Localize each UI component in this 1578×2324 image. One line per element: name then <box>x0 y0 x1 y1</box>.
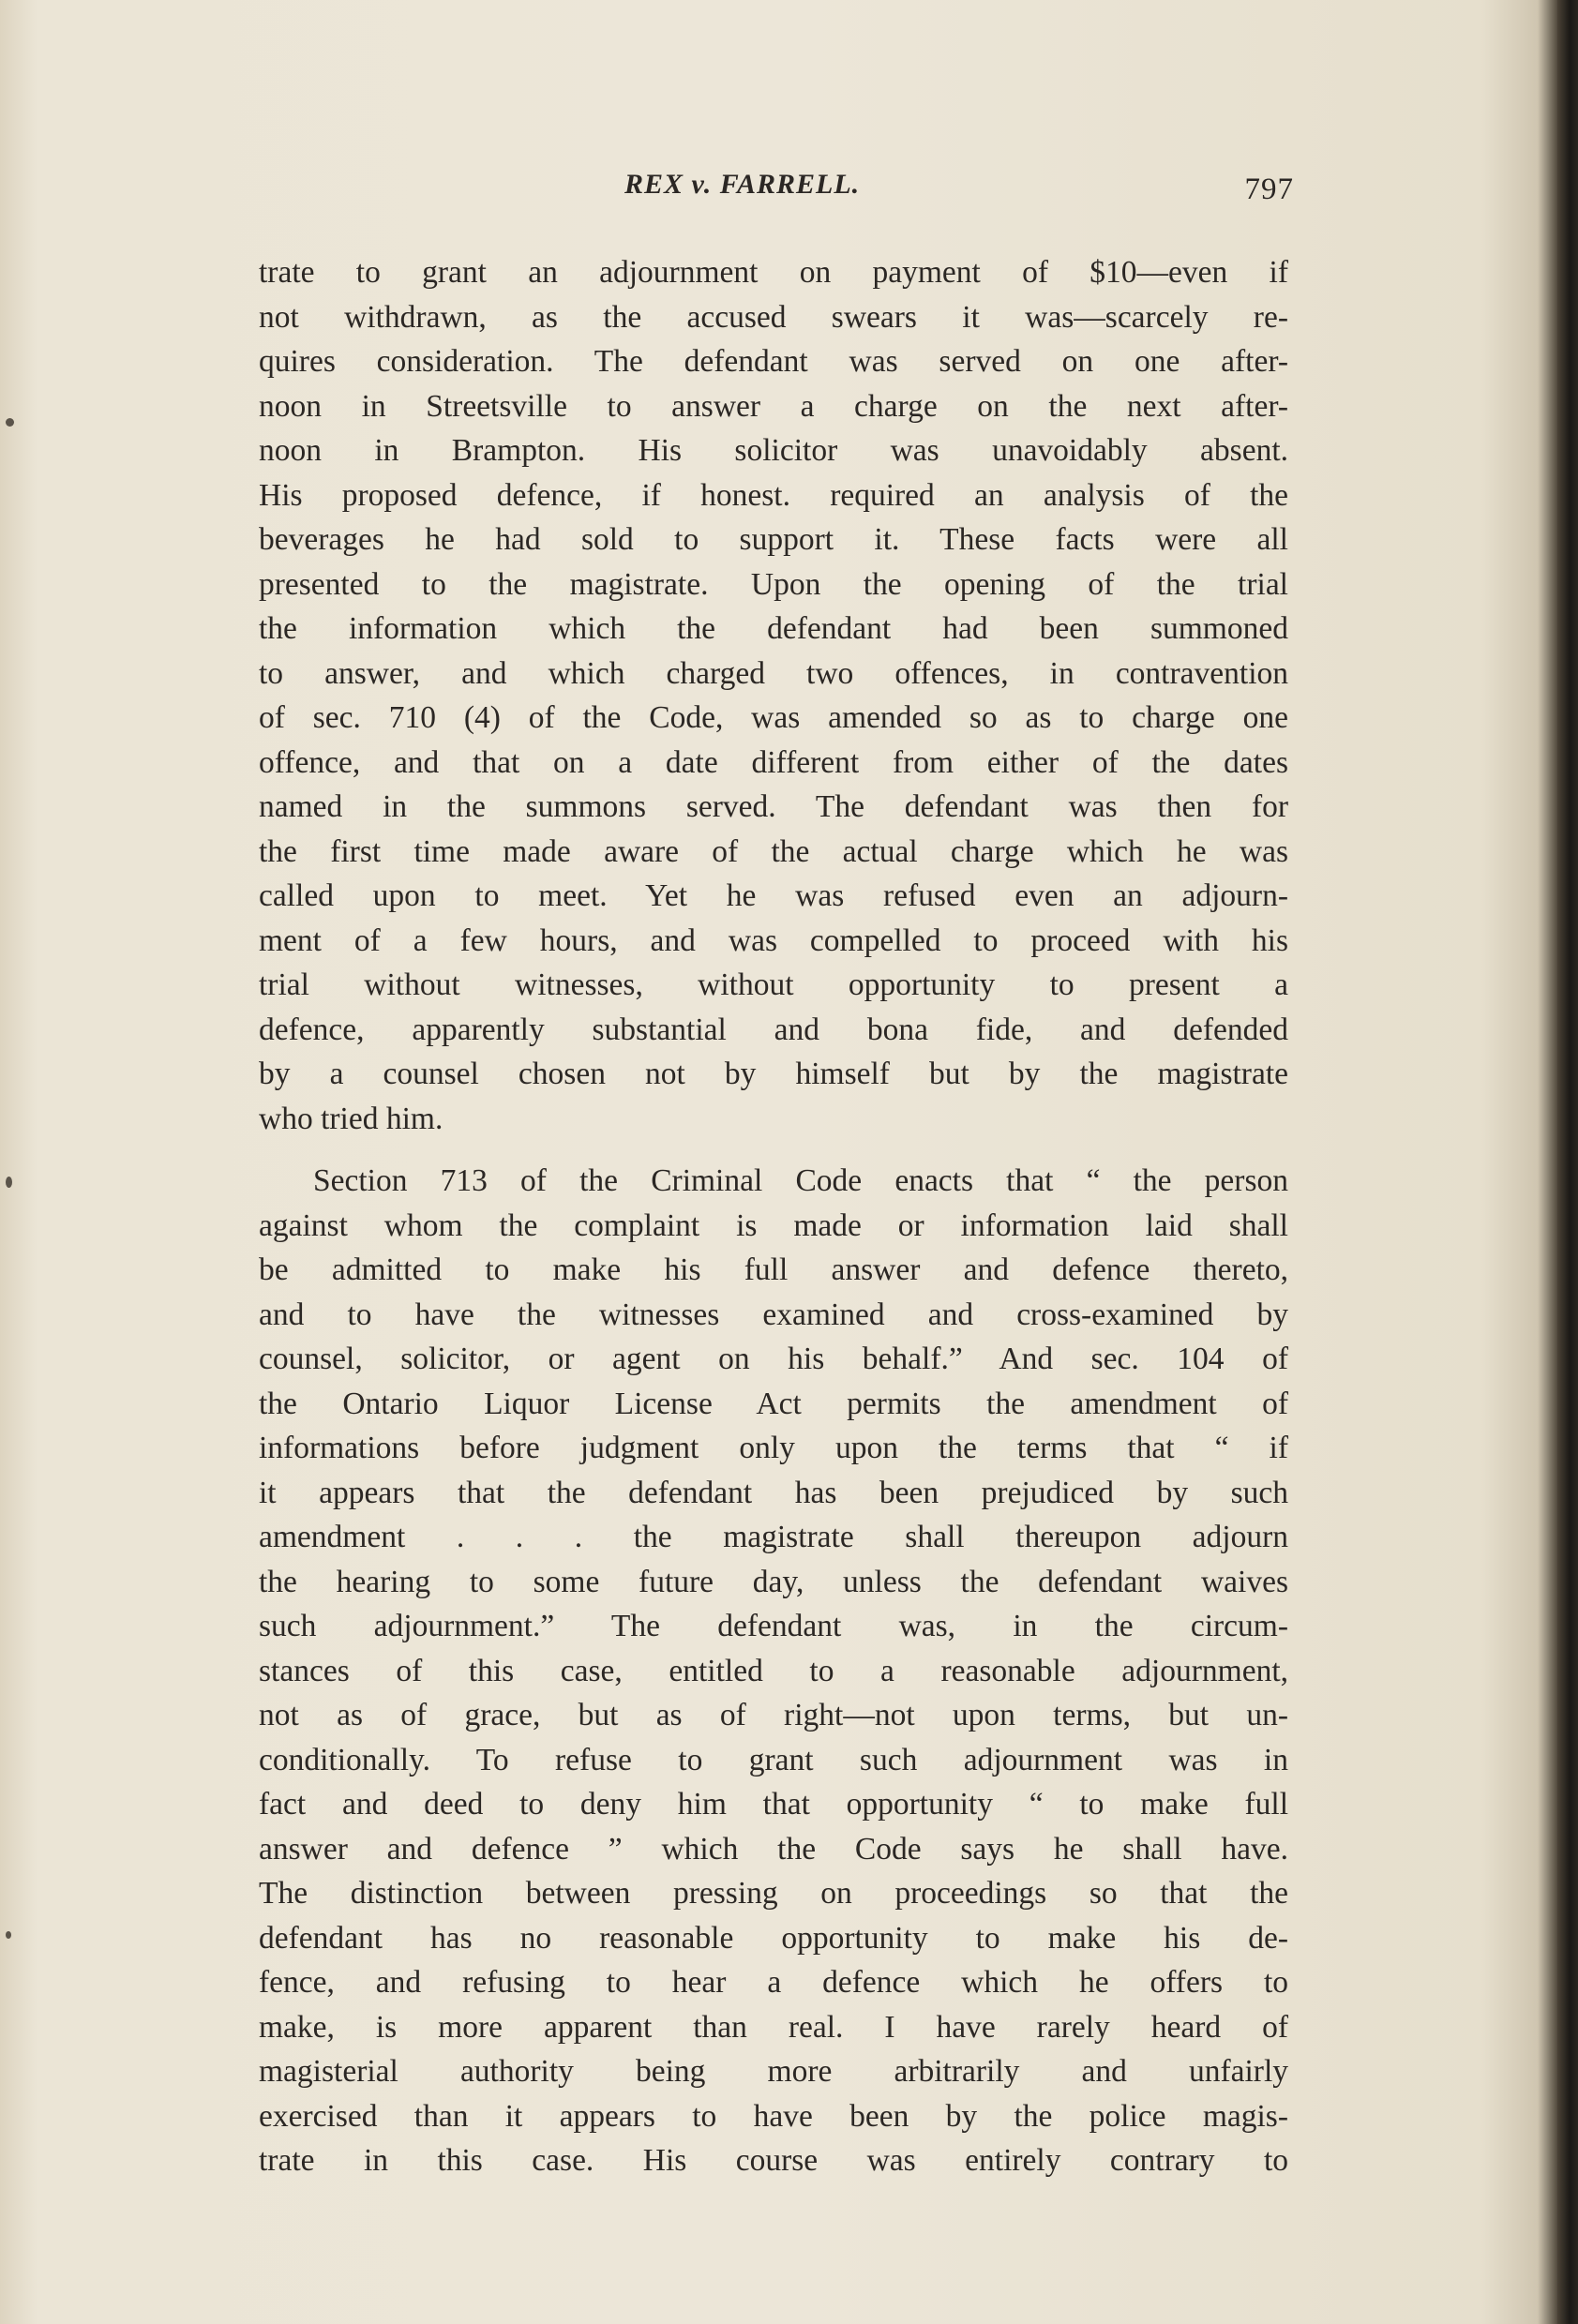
text-line: stances of this case, entitled to a reasonable adjournment, <box>259 1653 1288 1688</box>
text-line: trate to grant an adjournment on payment of $10—even if <box>259 255 1288 290</box>
text-line: defendant has no reasonable opportunity to make his de- <box>259 1920 1288 1956</box>
text-line: make, is more apparent than real. I have rarely heard of <box>259 2009 1288 2045</box>
text-line: trial without witnesses, without opportunity to present a <box>259 967 1288 1002</box>
text-line: conditionally. To refuse to grant such adjournment was in <box>259 1742 1288 1777</box>
text-line: The distinction between pressing on proceedings so that the <box>259 1876 1288 1911</box>
text-line: who tried him. <box>259 1101 443 1136</box>
text-line: named in the summons served. The defendant was then for <box>259 789 1288 824</box>
text-line: be admitted to make his full answer and defence thereto, <box>259 1252 1288 1287</box>
book-binding-edge <box>1557 0 1578 2324</box>
text-line: informations before judgment only upon the terms that “ if <box>259 1431 1288 1465</box>
text-line: called upon to meet. Yet he was refused even an adjourn- <box>259 878 1288 913</box>
text-line: trate in this case. His course was entirely contrary to <box>259 2143 1288 2178</box>
text-line: against whom the complaint is made or information laid shall <box>259 1207 1288 1243</box>
running-title: REX v. FARRELL. <box>624 169 861 200</box>
text-line: not as of grace, but as of right—not upon terms, but un- <box>259 1698 1288 1732</box>
text-line: the first time made aware of the actual charge which he was <box>259 833 1288 869</box>
text-line: exercised than it appears to have been by the police magis- <box>259 2098 1288 2134</box>
text-line: quires consideration. The defendant was served on one after- <box>259 344 1288 379</box>
text-line: not withdrawn, as the accused swears it was—scarcely re- <box>259 299 1288 335</box>
text-line: defence, apparently substantial and bona fide, and defended <box>259 1012 1288 1047</box>
text-line: noon in Streetsville to answer a charge on the next after- <box>259 388 1288 424</box>
text-line: beverages he had sold to support it. These facts were all <box>259 522 1288 557</box>
page-header <box>259 169 1294 216</box>
text-line: of sec. 710 (4) of the Code, was amended so as to charge one <box>259 700 1288 735</box>
paragraph <box>259 1159 1288 2183</box>
body-text <box>259 250 1288 2183</box>
margin-speck <box>6 1931 11 1939</box>
text-line: fence, and refusing to hear a defence which he offers to <box>259 1965 1288 2000</box>
text-line: amendment . . . the magistrate shall thereupon adjourn <box>259 1520 1288 1554</box>
text-line: answer and defence ” which the Code says he shall have. <box>259 1831 1288 1867</box>
text-line: magisterial authority being more arbitrarily and unfairly <box>259 2054 1288 2089</box>
paragraph <box>259 250 1288 1141</box>
text-line: by a counsel chosen not by himself but by the magistrate <box>259 1057 1288 1091</box>
paragraph-gap <box>259 1141 1288 1159</box>
text-line: and to have the witnesses examined and cross-examined by <box>259 1297 1288 1332</box>
margin-speck <box>6 418 14 427</box>
text-line: fact and deed to deny him that opportunity “ to make full <box>259 1787 1288 1822</box>
page-number: 797 <box>1244 172 1294 206</box>
text-line: the Ontario Liquor License Act permits the amendment of <box>259 1386 1288 1421</box>
text-line: Section 713 of the Criminal Code enacts that “ the person <box>313 1163 1288 1198</box>
text-line: presented to the magistrate. Upon the opening of the trial <box>259 566 1288 602</box>
text-line: such adjournment.” The defendant was, in the circum- <box>259 1609 1288 1643</box>
text-line: to answer, and which charged two offences, in contravention <box>259 655 1288 691</box>
text-line: the hearing to some future day, unless the defendant waives <box>259 1564 1288 1599</box>
text-line: it appears that the defendant has been prejudiced by such <box>259 1475 1288 1510</box>
text-line: His proposed defence, if honest. required an analysis of the <box>259 477 1288 513</box>
text-line: counsel, solicitor, or agent on his behalf.” And sec. 104 of <box>259 1342 1288 1376</box>
margin-speck <box>6 1177 12 1188</box>
text-line: offence, and that on a date different from either of the dates <box>259 744 1288 780</box>
text-line: noon in Brampton. His solicitor was unavoidably absent. <box>259 433 1288 468</box>
text-line: ment of a few hours, and was compelled to proceed with his <box>259 922 1288 958</box>
text-line: the information which the defendant had been summoned <box>259 611 1288 646</box>
